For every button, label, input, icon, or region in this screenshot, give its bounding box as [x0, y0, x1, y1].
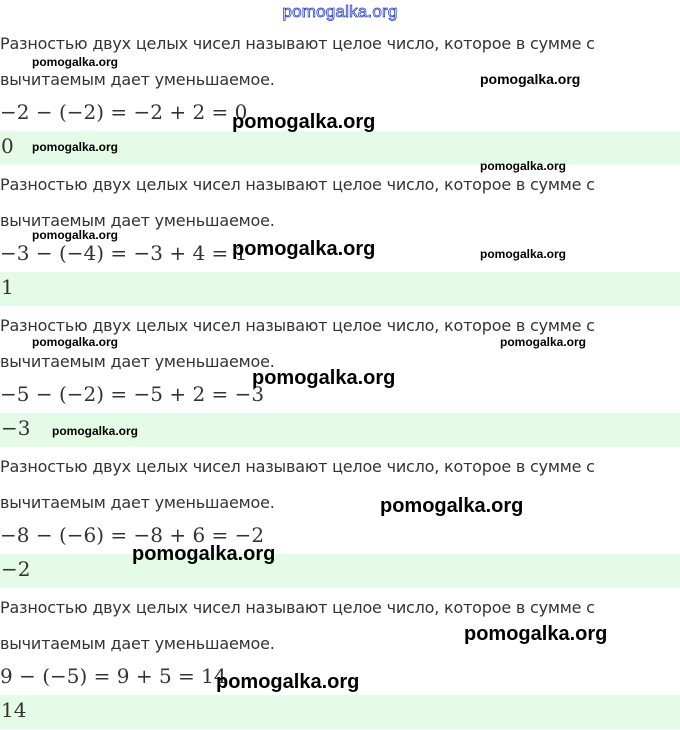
definition-line-2: вычитаемым дает уменьшаемое.: [0, 352, 275, 371]
answer-value: 0: [1, 134, 14, 158]
formula: −3 − (−4) = −3 + 4 = 1: [0, 241, 248, 265]
watermark: pomogalka.org: [32, 335, 119, 349]
watermark: pomogalka.org: [216, 671, 360, 693]
watermark: pomogalka.org: [380, 495, 524, 517]
answer-band: [0, 554, 680, 588]
definition-line-1: Разностью двух целых чисел называют целое число, которое в сумме с: [0, 316, 595, 335]
formula: 9 − (−5) = 9 + 5 = 14: [0, 664, 227, 688]
watermark: pomogalka.org: [480, 159, 567, 173]
watermark: pomogalka.org: [52, 424, 139, 438]
header-watermark: pomogalka.org: [282, 2, 398, 21]
formula: −2 − (−2) = −2 + 2 = 0: [0, 100, 248, 124]
watermark: pomogalka.org: [480, 247, 567, 261]
watermark: pomogalka.org: [480, 71, 581, 87]
watermark: pomogalka.org: [500, 335, 587, 349]
definition-line-2: вычитаемым дает уменьшаемое.: [0, 211, 275, 230]
watermark: pomogalka.org: [232, 238, 376, 260]
watermark: pomogalka.org: [232, 111, 376, 133]
answer-value: −2: [1, 557, 31, 581]
watermark: pomogalka.org: [32, 228, 119, 242]
answer-band: [0, 695, 680, 729]
watermark: pomogalka.org: [252, 367, 396, 389]
watermark: pomogalka.org: [464, 623, 608, 645]
definition-line-2: вычитаемым дает уменьшаемое.: [0, 493, 275, 512]
definition-line-1: Разностью двух целых чисел называют целое число, которое в сумме с: [0, 598, 595, 617]
definition-line-1: Разностью двух целых чисел называют целое число, которое в сумме с: [0, 457, 595, 476]
formula: −8 − (−6) = −8 + 6 = −2: [0, 523, 265, 547]
answer-value: −3: [1, 416, 31, 440]
answer-value: 14: [1, 698, 27, 722]
definition-line-2: вычитаемым дает уменьшаемое.: [0, 70, 275, 89]
watermark: pomogalka.org: [132, 543, 276, 565]
definition-line-1: Разностью двух целых чисел называют целое число, которое в сумме с: [0, 34, 595, 53]
watermark: pomogalka.org: [32, 140, 119, 154]
watermark: pomogalka.org: [32, 55, 119, 69]
definition-line-2: вычитаемым дает уменьшаемое.: [0, 634, 275, 653]
formula: −5 − (−2) = −5 + 2 = −3: [0, 382, 265, 406]
answer-band: [0, 272, 680, 306]
definition-line-1: Разностью двух целых чисел называют целое число, которое в сумме с: [0, 175, 595, 194]
answer-value: 1: [1, 275, 14, 299]
